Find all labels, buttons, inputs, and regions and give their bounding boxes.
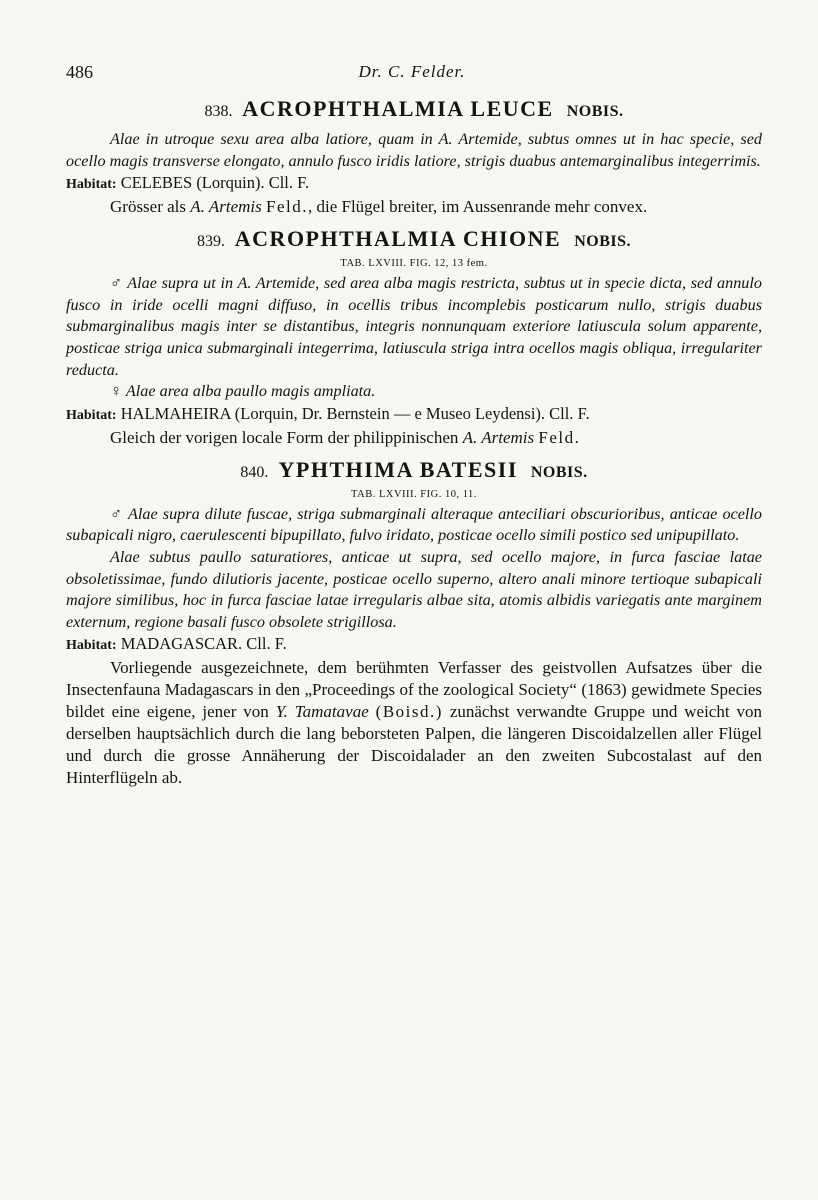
species-name: ACROPHTHALMIA CHIONE (234, 226, 562, 252)
habitat-line (66, 633, 762, 657)
habitat-label: Habitat: (66, 407, 117, 423)
page-number: 486 (66, 62, 93, 82)
species-839 (66, 224, 762, 449)
author-abbrev: Feld. (538, 427, 581, 447)
german-text: zunächst verwandte Gruppe und weicht von derselben hauptsächlich durch die lang beborsteten Palpen, die längeren Discoidalzellen aller Flügel und durch die grosse Annäherung der Discoidalader an den zweiten Subcostalast auf den Hinterflügeln ab. (66, 702, 762, 788)
species-title (66, 94, 762, 127)
latin-description-underside: Alae subtus paullo saturatiores, anticae ut supra, sed ocello majore, in furca fasciae latae obsoletissimae, fundo dilutioris jacente, posticae ocello superno, altero anali minore tertioque subapicali majore similibus, hoc in furca fasciae latae irregularis albae sita, atomis albidis variegatis ante marginem externum, regione basali fusco obsolete strigillosa. (66, 547, 762, 631)
species-author: NOBIS. (530, 463, 588, 481)
male-symbol: ♂ (110, 274, 123, 293)
page-body (66, 94, 762, 789)
taxon-reference: A. Artemis (190, 197, 262, 217)
species-838 (66, 94, 762, 218)
latin-description-female (66, 381, 762, 403)
habitat-line (66, 403, 762, 427)
habitat-line (66, 172, 762, 196)
page-header (66, 62, 758, 90)
species-number: 840. (240, 463, 269, 481)
species-number: 838. (204, 103, 233, 120)
species-title (66, 455, 762, 488)
taxon-reference: Y. Tamatavae (275, 702, 369, 722)
plate-reference: TAB. LXVIII. FIG. 10, 11. (351, 488, 477, 500)
species-840 (66, 455, 762, 790)
habitat-label: Habitat: (66, 177, 117, 193)
plate-reference: TAB. LXVIII. FIG. 12, 13 fem. (340, 258, 488, 270)
german-remark (66, 657, 762, 789)
species-author: NOBIS. (566, 103, 624, 120)
taxon-reference: A. Artemis (462, 427, 535, 447)
species-name: ACROPHTHALMIA LEUCE (242, 96, 554, 121)
habitat-text: CELEBES (Lorquin). Cll. F. (120, 173, 310, 193)
species-author: NOBIS. (574, 233, 631, 251)
latin-description-male (66, 273, 762, 381)
species-number: 839. (196, 233, 225, 251)
latin-text: Alae supra ut in A. Artemide, sed area alba magis restricta, subtus ut in specie dicta, sed annulo fusco in iride ocelli magni diffuso, in ocellis tribus incomplebis posticarum nullo, strigis duabus submarginalibus magis inter se distantibus, integris nonnunquam exteriore latiuscula solum apparente, posticae striga unica submarginali integerrima, latiuscula striga intra ocellos magis obliqua, irregulariter reducta. (66, 274, 762, 379)
author-abbrev: (Boisd.) (375, 702, 443, 722)
author-abbrev: Feld. (265, 197, 308, 217)
german-text: Gleich der vorigen locale Form der philippinischen (110, 427, 459, 447)
german-remark (66, 427, 762, 449)
german-text: Grösser als (110, 197, 187, 217)
habitat-text: HALMAHEIRA (Lorquin, Dr. Bernstein — e Museo Leydensi). Cll. F. (120, 403, 590, 423)
latin-description: Alae in utroque sexu area alba latiore, quam in A. Artemide, subtus omnes ut in hac specie, sed ocello magis transverse elongato, annulo fusco iridis latiore, strigis duabus antemarginalibus integerrimis. (66, 130, 762, 170)
german-remark (66, 196, 762, 218)
running-head: Dr. C. Felder. (358, 62, 466, 81)
species-name: YPHTHIMA BATESII (278, 456, 518, 482)
german-text: , die Flügel breiter, im Aussenrande mehr convex. (307, 197, 648, 217)
latin-text: Alae supra dilute fuscae, striga submarginali alteraque anteciliari obscurioribus, anticae ocello subapicali nigro, caerulescenti bipupillato, fulvo iridato, posticae ocello simili postico sed unipupillato. (66, 504, 762, 545)
species-title (66, 224, 762, 257)
habitat-label: Habitat: (66, 638, 117, 654)
habitat-text: MADAGASCAR. Cll. F. (120, 634, 287, 654)
female-symbol: ♀ (110, 382, 123, 401)
latin-description-male (66, 504, 762, 547)
male-symbol: ♂ (110, 504, 124, 523)
latin-text: Alae area alba paullo magis ampliata. (125, 382, 376, 401)
german-text: Vorliegende ausgezeichnete, dem berühmten Verfasser des geistvollen Aufsatzes über die Insectenfauna Madagascars in den „Proceedings of the zoological Society“ (1863) gewidmete Species bildet eine eigene, jener von (66, 658, 762, 722)
